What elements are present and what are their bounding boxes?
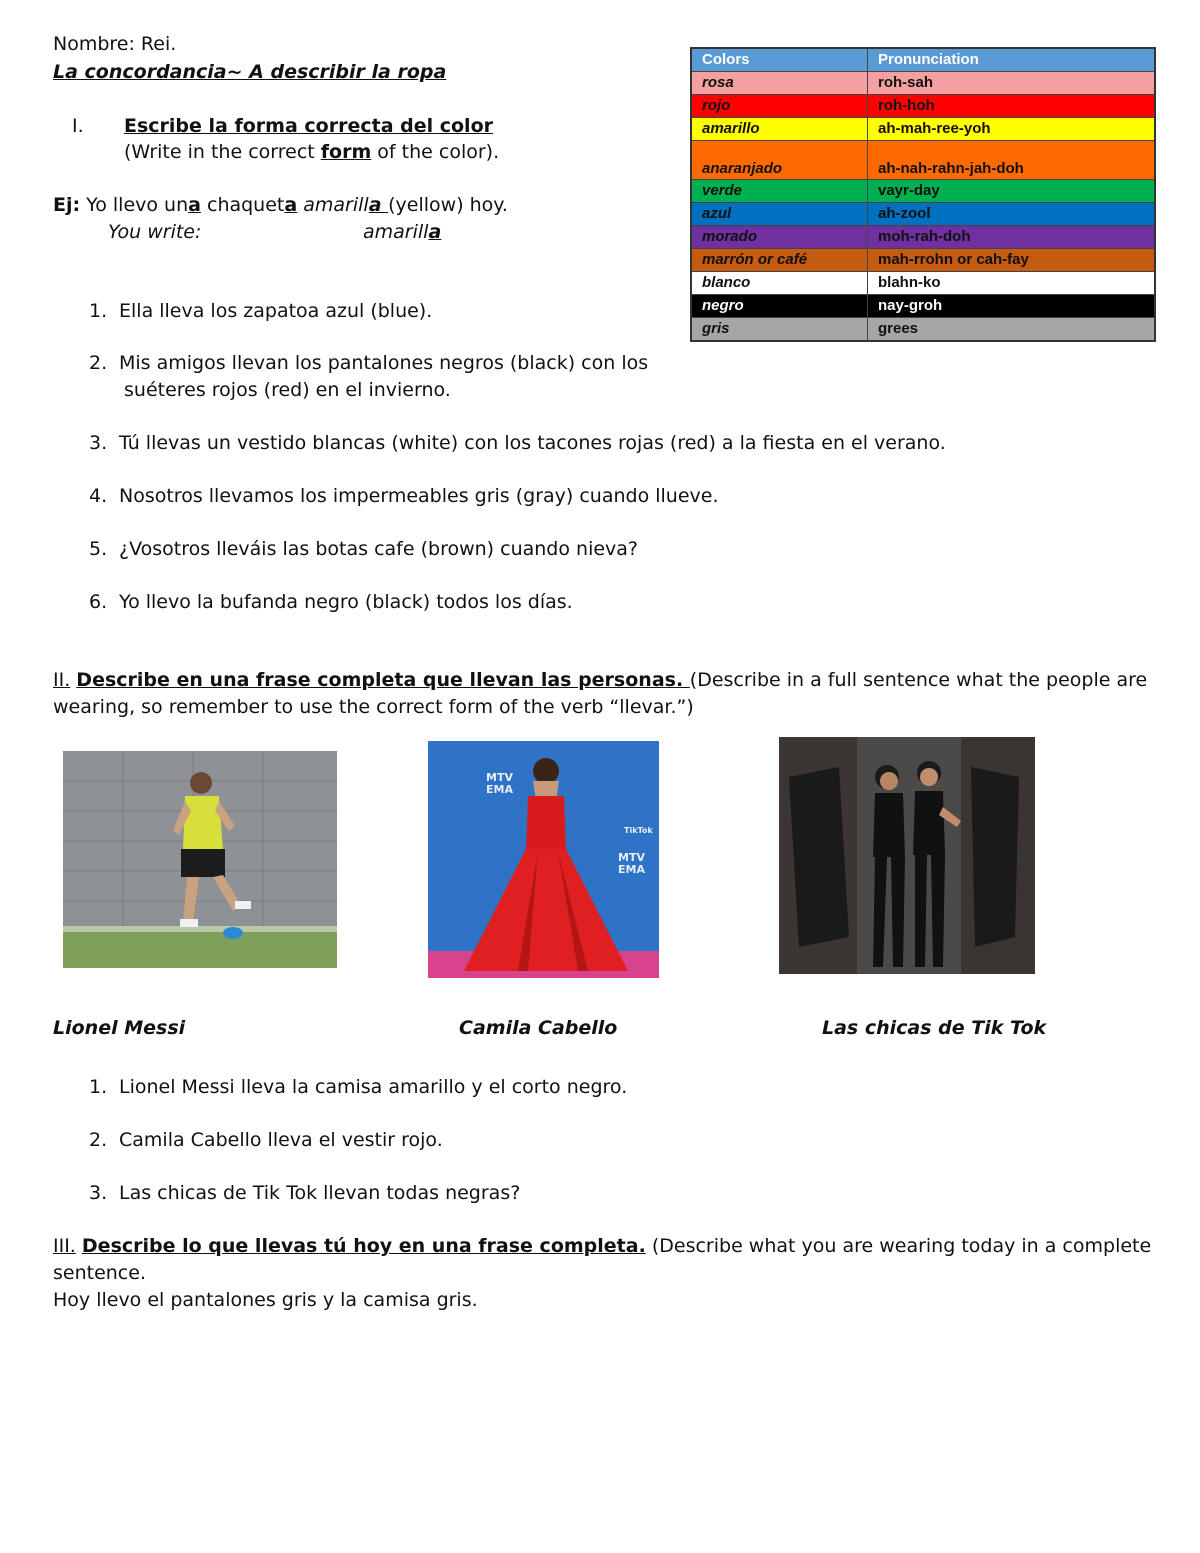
item-number: 1.	[89, 300, 108, 322]
section-2-numeral: II.	[53, 669, 71, 691]
section-3-heading: Describe lo que llevas tú hoy en una frase completa.	[81, 1235, 646, 1257]
color-name-cell: rosa	[691, 72, 868, 95]
messi-photo	[63, 751, 337, 968]
color-name-cell: azul	[691, 203, 868, 226]
list-item	[89, 538, 638, 560]
color-name-cell: verde	[691, 180, 868, 203]
section-2-heading: Describe en una frase completa que llevan las personas.	[76, 669, 690, 691]
color-name-cell: amarillo	[691, 118, 868, 141]
pronunciation-cell: roh-sah	[868, 72, 1156, 95]
pronunciation-cell: roh-hoh	[868, 95, 1156, 118]
section-1-heading: Escribe la forma correcta del color	[124, 115, 493, 137]
pronunciation-cell: mah-rrohn or cah-fay	[868, 249, 1156, 272]
item-text: ¿Vosotros lleváis las botas cafe (brown) cuando nieva?	[119, 538, 639, 560]
caption-tiktok: Las chicas de Tik Tok	[822, 1017, 1047, 1039]
you-write-label: You write:	[108, 221, 202, 243]
item-text: Camila Cabello lleva el vestir rojo.	[119, 1129, 443, 1151]
list-item	[89, 1076, 627, 1098]
item-number: 2.	[89, 352, 108, 374]
list-item	[89, 1129, 443, 1151]
table-row	[691, 249, 1155, 272]
pronunciation-cell: moh-rah-doh	[868, 226, 1156, 249]
color-name-cell: marrón or café	[691, 249, 868, 272]
item-number: 4.	[89, 485, 108, 507]
item-number: 6.	[89, 591, 108, 613]
list-item	[89, 352, 648, 374]
section-2-instruction: (Describe in a full sentence what the people are	[689, 669, 1148, 691]
item-number: 3.	[89, 432, 108, 454]
you-write-answer	[363, 221, 441, 243]
student-name: Nombre: Rei.	[53, 33, 177, 55]
section-3-heading-line	[53, 1235, 1151, 1257]
list-item	[89, 1182, 520, 1204]
instruction-text-end: of the color).	[371, 141, 500, 163]
pronunciation-cell: ah-nah-rahn-jah-doh	[868, 141, 1156, 180]
pronunciation-cell: vayr-day	[868, 180, 1156, 203]
section-3-instruction-cont: sentence.	[53, 1262, 146, 1284]
pronunciation-cell: blahn-ko	[868, 272, 1156, 295]
section-3-answer: Hoy llevo el pantalones gris y la camisa gris.	[53, 1289, 478, 1311]
answer-ending: a	[428, 221, 442, 243]
item-number: 5.	[89, 538, 108, 560]
pronunciation-cell: ah-mah-ree-yoh	[868, 118, 1156, 141]
example-label: Ej:	[53, 194, 81, 216]
example-ending: a	[284, 194, 298, 216]
header-colors: Colors	[691, 48, 868, 72]
example-part: amarill	[297, 194, 369, 216]
table-row	[691, 203, 1155, 226]
color-name-cell: morado	[691, 226, 868, 249]
item-text: Nosotros llevamos los impermeables gris (gray) cuando llueve.	[119, 485, 719, 507]
section-1-numeral: I.	[72, 115, 84, 137]
example-part: Yo llevo un	[80, 194, 189, 216]
table-row	[691, 118, 1155, 141]
table-header-row	[691, 48, 1155, 72]
example-part: (yellow) hoy.	[388, 194, 508, 216]
list-item	[89, 432, 946, 454]
example-ending: a	[188, 194, 201, 216]
camila-photo	[428, 741, 659, 978]
example-part: chaquet	[200, 194, 285, 216]
item-number: 3.	[89, 1182, 108, 1204]
table-row	[691, 295, 1155, 318]
answer-stem: amarill	[363, 221, 429, 243]
mtv-logo-1: MTV	[486, 771, 513, 784]
table-row	[691, 72, 1155, 95]
item-text-continued: suéteres rojos (red) en el invierno.	[124, 379, 451, 401]
color-name-cell: gris	[691, 318, 868, 342]
tiktok-logo: TikTok	[624, 826, 653, 835]
list-item	[89, 591, 573, 613]
list-item	[89, 300, 432, 322]
instruction-form-word: form	[320, 141, 372, 163]
section-2-heading-line	[53, 669, 1147, 691]
section-1-instruction	[124, 141, 499, 163]
color-name-cell: rojo	[691, 95, 868, 118]
item-number: 2.	[89, 1129, 108, 1151]
table-row	[691, 272, 1155, 295]
table-row	[691, 141, 1155, 180]
caption-messi: Lionel Messi	[53, 1017, 186, 1039]
section-3-instruction: (Describe what you are wearing today in a complete	[645, 1235, 1152, 1257]
pronunciation-cell: ah-zool	[868, 203, 1156, 226]
item-text: Las chicas de Tik Tok llevan todas negras?	[119, 1182, 521, 1204]
color-name-cell: negro	[691, 295, 868, 318]
pronunciation-cell: grees	[868, 318, 1156, 342]
ema-logo-2: EMA	[618, 863, 645, 876]
item-text: Yo llevo la bufanda negro (black) todos los días.	[119, 591, 573, 613]
section-3-numeral: III.	[53, 1235, 76, 1257]
color-name-cell: blanco	[691, 272, 868, 295]
table-row	[691, 180, 1155, 203]
item-number: 1.	[89, 1076, 108, 1098]
item-text: Mis amigos llevan los pantalones negros (black) con los	[119, 352, 649, 374]
item-text: Lionel Messi lleva la camisa amarillo y el corto negro.	[119, 1076, 628, 1098]
caption-camila: Camila Cabello	[459, 1017, 618, 1039]
example-ending: a	[368, 194, 389, 216]
color-pronunciation-table	[690, 47, 1156, 342]
list-item	[89, 485, 719, 507]
section-2-instruction-cont: wearing, so remember to use the correct form of the verb “llevar.”)	[53, 696, 694, 718]
header-pronunciation: Pronunciation	[868, 48, 1156, 72]
item-text: Ella lleva los zapatoa azul (blue).	[119, 300, 433, 322]
color-name-cell: anaranjado	[691, 141, 868, 180]
table-row	[691, 95, 1155, 118]
worksheet-title: La concordancia~ A describir la ropa	[53, 61, 447, 83]
tiktok-photo	[779, 737, 1035, 974]
pronunciation-cell: nay-groh	[868, 295, 1156, 318]
example-sentence	[53, 194, 508, 216]
mtv-logo-2: MTV	[618, 851, 645, 864]
instruction-text: (Write in the correct	[124, 141, 321, 163]
ema-logo-1: EMA	[486, 783, 513, 796]
item-text: Tú llevas un vestido blancas (white) con los tacones rojas (red) a la fiesta en el verano.	[119, 432, 946, 454]
table-row	[691, 226, 1155, 249]
table-row	[691, 318, 1155, 342]
